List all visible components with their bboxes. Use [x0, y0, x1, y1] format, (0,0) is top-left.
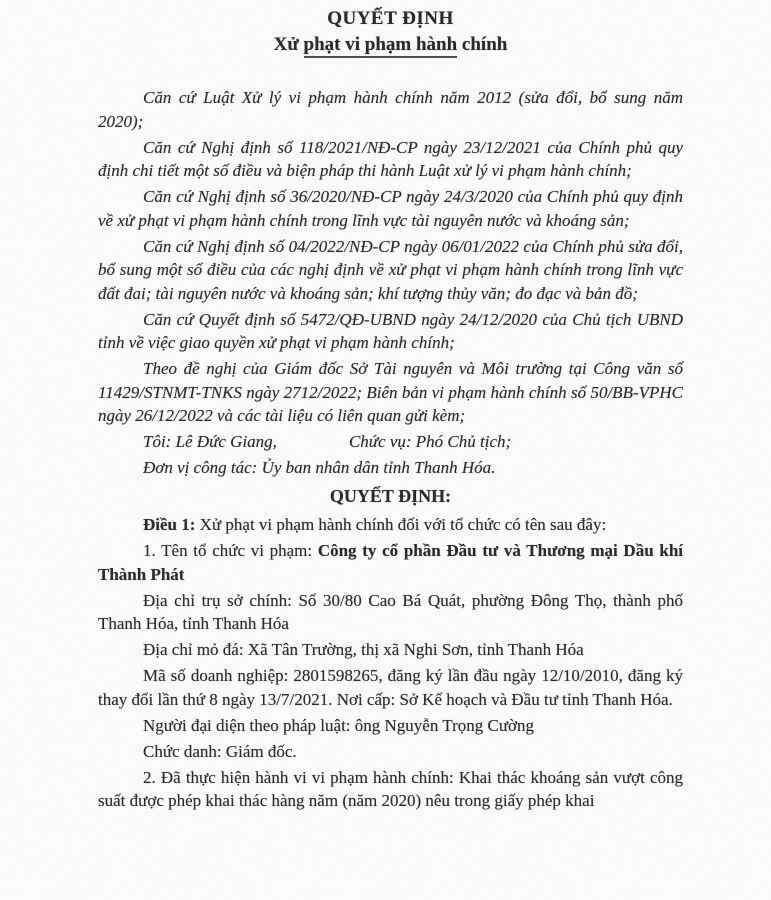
- violation-description: [98, 766, 683, 813]
- violator-name-text: Công ty cổ phần Đầu tư và Thương mại Dầu khí Thành Phát: [98, 541, 683, 584]
- issuer-name-title-text: Tôi: Lê Đức Giang,: [143, 432, 277, 451]
- decision-heading-text: QUYẾT ĐỊNH:: [329, 485, 452, 506]
- violation-description-text: 2. Đã thực hiện hành vi vi phạm hành chính: Khai thác khoáng sản vượt công suất được phép khai thác hàng năm (năm 2020) nêu trong giấy phép khai: [98, 767, 683, 810]
- legal-representative-text: Người đại diện theo pháp luật: ông Nguyễn Trọng Cường: [143, 715, 535, 735]
- violator-name: [98, 539, 683, 586]
- decision-heading: [98, 485, 683, 509]
- article-1-text: Điều 1:: [143, 515, 200, 534]
- proposal-reference: [98, 357, 683, 428]
- legal-basis-law: [98, 86, 683, 133]
- document-title: QUYẾT ĐỊNH: [327, 8, 454, 29]
- legal-basis-decree-04-text: Căn cứ Nghị định số 04/2022/NĐ-CP ngày 06/01/2022 của Chính phủ sửa đổi, bổ sung một số điều của các nghị định về xử phạt vi phạm hành chính trong lĩnh vực đất đai; tài nguyên nước và khoáng sản; khí tượng thủy văn; đo đạc và bản đồ;: [98, 236, 683, 303]
- article-1: [98, 513, 683, 537]
- article-1-text: Xử phạt vi phạm hành chính đối với tổ chức có tên sau đây:: [199, 515, 607, 534]
- representative-title: [98, 740, 683, 764]
- legal-basis-decree-36: [98, 185, 683, 232]
- legal-basis-decree-118: [98, 136, 683, 183]
- subtitle-suffix: chính: [457, 34, 508, 55]
- legal-basis-decision-5472: [98, 308, 683, 355]
- representative-title-text: Chức danh: Giám đốc.: [143, 741, 297, 761]
- subtitle-underlined: phạt vi phạm hành: [304, 34, 458, 58]
- issuer-unit: [98, 456, 683, 480]
- legal-basis-decree-04: [98, 235, 683, 306]
- head-office-address-text: Địa chỉ trụ sở chính: Số 30/80 Cao Bá Quát, phường Đông Thọ, thành phố Thanh Hóa, tỉnh Thanh Hóa: [98, 590, 683, 633]
- issuer-unit-text: Đơn vị công tác: Ủy ban nhân dân tỉnh Thanh Hóa.: [143, 458, 496, 477]
- legal-basis-decree-36-text: Căn cứ Nghị định số 36/2020/NĐ-CP ngày 24/3/2020 của Chính phủ quy định về xử phạt vi phạm hành chính trong lĩnh vực tài nguyên nước và khoáng sản;: [98, 187, 683, 230]
- business-registration-text: Mã số doanh nghiệp: 2801598265, đăng ký lần đầu ngày 12/10/2010, đăng ký thay đổi lần thứ 8 ngày 13/7/2021. Nơi cấp: Sở Kế hoạch và Đầu tư tỉnh Thanh Hóa.: [98, 666, 683, 709]
- document-body: [98, 86, 683, 813]
- legal-basis-law-text: Căn cứ Luật Xử lý vi phạm hành chính năm 2012 (sửa đổi, bổ sung năm 2020);: [98, 88, 683, 131]
- proposal-reference-text: Theo đề nghị của Giám đốc Sở Tài nguyên và Môi trường tại Công văn số 11429/STNMT-TNKS ngày 2712/2022; Biên bản vi phạm hành chính số 50/BB-VPHC ngày 26/12/2022 và các tài liệu có liên quan gửi kèm;: [98, 359, 683, 425]
- legal-basis-decision-5472-text: Căn cứ Quyết định số 5472/QĐ-UBND ngày 24/12/2020 của Chủ tịch UBND tỉnh về việc giao quyền xử phạt vi phạm hành chính;: [98, 309, 683, 352]
- business-registration: [98, 664, 683, 711]
- issuer-name-title: [98, 430, 683, 454]
- issuer-name-title-text: Chức vụ: Phó Chủ tịch;: [348, 432, 512, 451]
- legal-basis-decree-118-text: Căn cứ Nghị định số 118/2021/NĐ-CP ngày 23/12/2021 của Chính phủ quy định chi tiết một số điều và biện pháp thi hành Luật xử lý vi phạm hành chính;: [98, 137, 683, 180]
- head-office-address: [98, 589, 683, 636]
- violator-name-text: 1. Tên tổ chức vi phạm:: [143, 541, 318, 560]
- quarry-address-text: Địa chỉ mỏ đá: Xã Tân Trường, thị xã Nghi Sơn, tỉnh Thanh Hóa: [143, 640, 584, 659]
- subtitle-prefix: Xử: [273, 34, 304, 55]
- document-subtitle: [98, 32, 683, 57]
- legal-representative: [98, 714, 683, 738]
- quarry-address: [98, 638, 683, 662]
